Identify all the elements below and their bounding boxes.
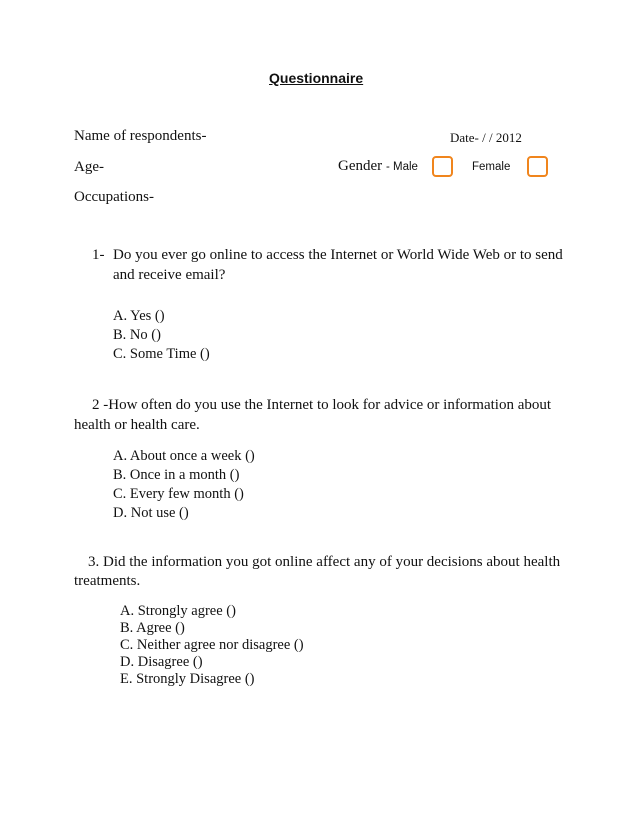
question-3-option-b[interactable]: B. Agree () (120, 620, 185, 636)
question-1-option-b[interactable]: B. No () (113, 327, 161, 343)
age-label: Age- (74, 159, 104, 175)
question-2-text-line1: 2 -How often do you use the Internet to look for advice or information about (92, 397, 552, 413)
question-3-option-d[interactable]: D. Disagree () (120, 654, 203, 670)
occupation-label: Occupations- (74, 189, 154, 205)
gender-label: Gender (338, 158, 383, 174)
question-3-text-line2: treatments. (74, 573, 141, 589)
question-3-option-e[interactable]: E. Strongly Disagree () (120, 671, 255, 687)
question-2-option-b[interactable]: B. Once in a month () (113, 467, 240, 483)
question-3-option-c[interactable]: C. Neither agree nor disagree () (120, 637, 304, 653)
question-2-option-a[interactable]: A. About once a week () (113, 448, 255, 464)
question-1-number: 1- (92, 247, 105, 263)
male-label: - Male (386, 161, 418, 173)
question-1-option-c[interactable]: C. Some Time () (113, 346, 210, 362)
question-3-option-a[interactable]: A. Strongly agree () (120, 603, 236, 619)
question-1-option-a[interactable]: A. Yes () (113, 308, 165, 324)
question-1-text-line1: Do you ever go online to access the Internet or World Wide Web or to send (113, 247, 563, 263)
male-checkbox[interactable] (432, 156, 453, 177)
page-title: Questionnaire (269, 70, 364, 86)
respondent-name-label: Name of respondents- (74, 128, 207, 144)
question-1-text-line2: and receive email? (113, 267, 226, 283)
female-label: Female (472, 161, 511, 173)
female-checkbox[interactable] (527, 156, 548, 177)
date-label: Date- / / 2012 (450, 130, 522, 145)
question-2-option-c[interactable]: C. Every few month () (113, 486, 244, 502)
question-2-option-d[interactable]: D. Not use () (113, 505, 189, 521)
question-3-text-line1: 3. Did the information you got online affect any of your decisions about health (88, 554, 561, 570)
question-2-text-line2: health or health care. (74, 417, 200, 433)
